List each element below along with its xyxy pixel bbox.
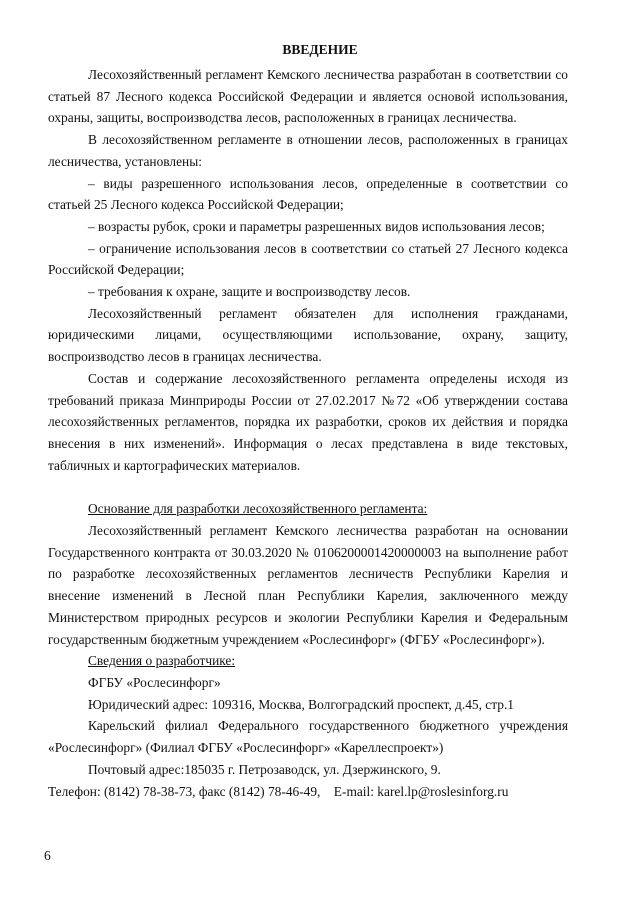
developer-heading-line xyxy=(48,650,568,672)
developer-heading: Сведения о разработчике: xyxy=(88,653,236,669)
document-body xyxy=(48,64,568,802)
branch-name: Карельский филиал Федерального государственного бюджетного учреждения «Рослесинфорг» (Филиал ФГБУ «Рослесинфорг» «Кареллеспроект») xyxy=(48,718,568,756)
basis-paragraph: Лесохозяйственный регламент Кемского лесничества разработан на основании Государственного контракта от 30.03.2020 № 0106200001420000003 на выполнение работ по разработке лесохозяйственных регламентов лесничеств Республики Карелия и внесение изменений в Лесной план Республики Карелия, заключенного между Министерством природных ресурсов и экологии Республики Карелия и Федеральным государственным бюджетным учреждением «Рослесинфорг» (ФГБУ «Рослесинфорг»). xyxy=(48,523,568,647)
basis-heading: Основание для разработки лесохозяйственного регламента: xyxy=(88,501,428,517)
contact-line: Телефон: (8142) 78-38-73, факс (8142) 78-46-49, E-mail: karel.lp@roslesinforg.ru xyxy=(48,783,509,799)
composition-paragraph: Состав и содержание лесохозяйственного регламента определены исходя из требований приказа Минприроды России от 27.02.2017 №72 «Об утверждении состава лесохозяйственных регламентов, порядка их разработки, сроков их действия и порядка внесения в них изменений». Информация о лесах представлена в виде текстовых, табличных и картографических материалов. xyxy=(48,370,568,473)
obligation-paragraph: Лесохозяйственный регламент обязателен для исполнения гражданами, юридическими лицами, осуществляющими использование, охрану, защиту, воспроизводство лесов в границах лесничества. xyxy=(48,305,568,365)
page-title: ВВЕДЕНИЕ xyxy=(282,42,358,57)
list-item-protection: – требования к охране, защите и воспроизводству лесов. xyxy=(88,284,411,300)
basis-heading-line xyxy=(48,498,568,520)
page-number: 6 xyxy=(44,848,51,863)
list-item-cutting-ages: – возрасты рубок, сроки и параметры разрешенных видов использования лесов; xyxy=(88,218,545,234)
intro-paragraph: Лесохозяйственный регламент Кемского лесничества разработан в соответствии со статьей 87 Лесного кодекса Российской Федерации и является основой использования, охраны, защиты, воспроизводства лесов, расположенных в границах лесничества. xyxy=(48,67,568,126)
list-item-usage-types: – виды разрешенного использования лесов, определенные в соответствии со статьей 25 Лесного кодекса Российской Федерации; xyxy=(48,175,568,213)
established-intro: В лесохозяйственном регламенте в отношении лесов, расположенных в границах лесничества, установлены: xyxy=(48,132,568,169)
developer-name: ФГБУ «Рослесинфорг» xyxy=(88,674,221,690)
postal-address: Почтовый адрес:185035 г. Петрозаводск, ул. Дзержинского, 9. xyxy=(88,761,441,777)
list-item-restrictions: – ограничение использования лесов в соответствии со статьей 27 Лесного кодекса Российской Федерации; xyxy=(48,240,568,278)
legal-address: Юридический адрес: 109316, Москва, Волгоградский проспект, д.45, стр.1 xyxy=(88,696,515,712)
